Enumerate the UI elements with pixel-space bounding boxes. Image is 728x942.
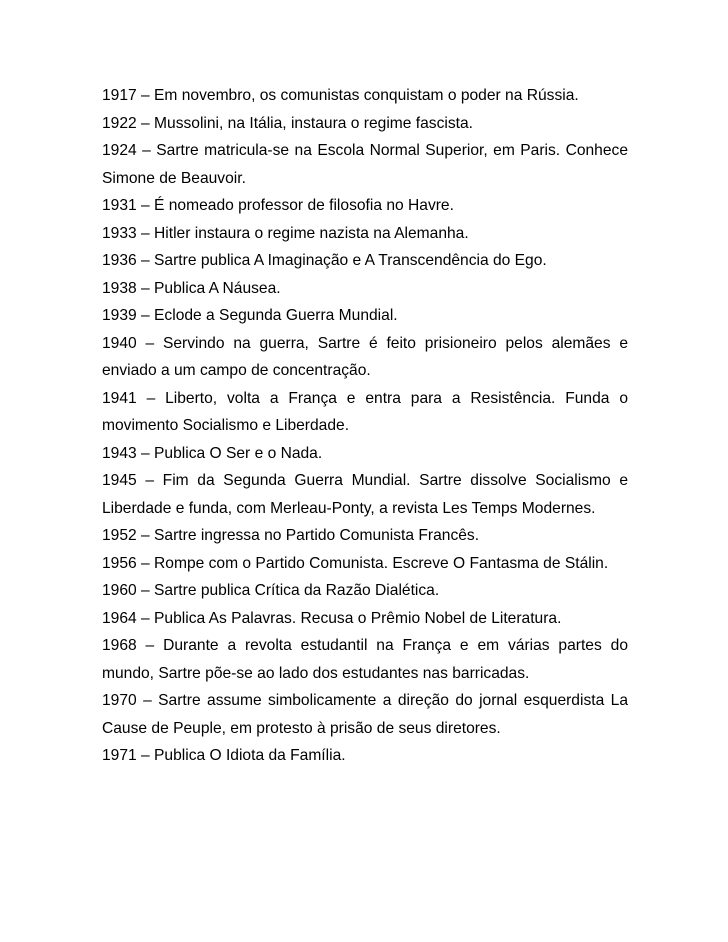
timeline-entry-1939: 1939 – Eclode a Segunda Guerra Mundial. <box>102 307 398 324</box>
timeline-entry-1933: 1933 – Hitler instaura o regime nazista na Alemanha. <box>102 224 469 242</box>
timeline-entry-1960: 1960 – Sartre publica Crítica da Razão Dialética. <box>102 582 440 599</box>
timeline-entry-1940: 1940 – Servindo na guerra, Sartre é feito prisioneiro pelos alemães e enviado a um campo de concentração. <box>102 334 628 379</box>
timeline-entry-1924: 1924 – Sartre matricula-se na Escola Normal Superior, em Paris. Conhece Simone de Beauvoir. <box>102 142 628 187</box>
timeline-entry-1931: 1931 – É nomeado professor de filosofia no Havre. <box>102 197 454 214</box>
timeline-entry-1936: 1936 – Sartre publica A Imaginação e A Transcendência do Ego. <box>102 252 547 269</box>
timeline-entry-1970: 1970 – Sartre assume simbolicamente a direção do jornal esquerdista La Cause de Peuple, em protesto à prisão de seus diretores. <box>102 692 628 737</box>
timeline-entry-1922: 1922 – Mussolini, na Itália, instaura o regime fascista. <box>102 114 473 132</box>
timeline-entry-1964: 1964 – Publica As Palavras. Recusa o Prêmio Nobel de Literatura. <box>102 609 562 627</box>
timeline-entry-1968: 1968 – Durante a revolta estudantil na França e em várias partes do mundo, Sartre põe-se ao lado dos estudantes nas barricadas. <box>102 637 628 682</box>
timeline-entry-1952: 1952 – Sartre ingressa no Partido Comunista Francês. <box>102 527 480 544</box>
timeline-list <box>102 82 628 770</box>
timeline-entry-1917: 1917 – Em novembro, os comunistas conquistam o poder na Rússia. <box>102 87 579 104</box>
timeline-entry-1941: 1941 – Liberto, volta a França e entra para a Resistência. Funda o movimento Socialismo e Liberdade. <box>102 389 628 434</box>
timeline-entry-1971: 1971 – Publica O Idiota da Família. <box>102 747 346 764</box>
timeline-entry-1938: 1938 – Publica A Náusea. <box>102 279 281 297</box>
timeline-entry-1943: 1943 – Publica O Ser e o Nada. <box>102 444 323 462</box>
timeline-entry-1945: 1945 – Fim da Segunda Guerra Mundial. Sartre dissolve Socialismo e Liberdade e funda, com Merleau-Ponty, a revista Les Temps Modernes. <box>102 472 628 517</box>
timeline-entry-1956: 1956 – Rompe com o Partido Comunista. Escreve O Fantasma de Stálin. <box>102 554 609 572</box>
